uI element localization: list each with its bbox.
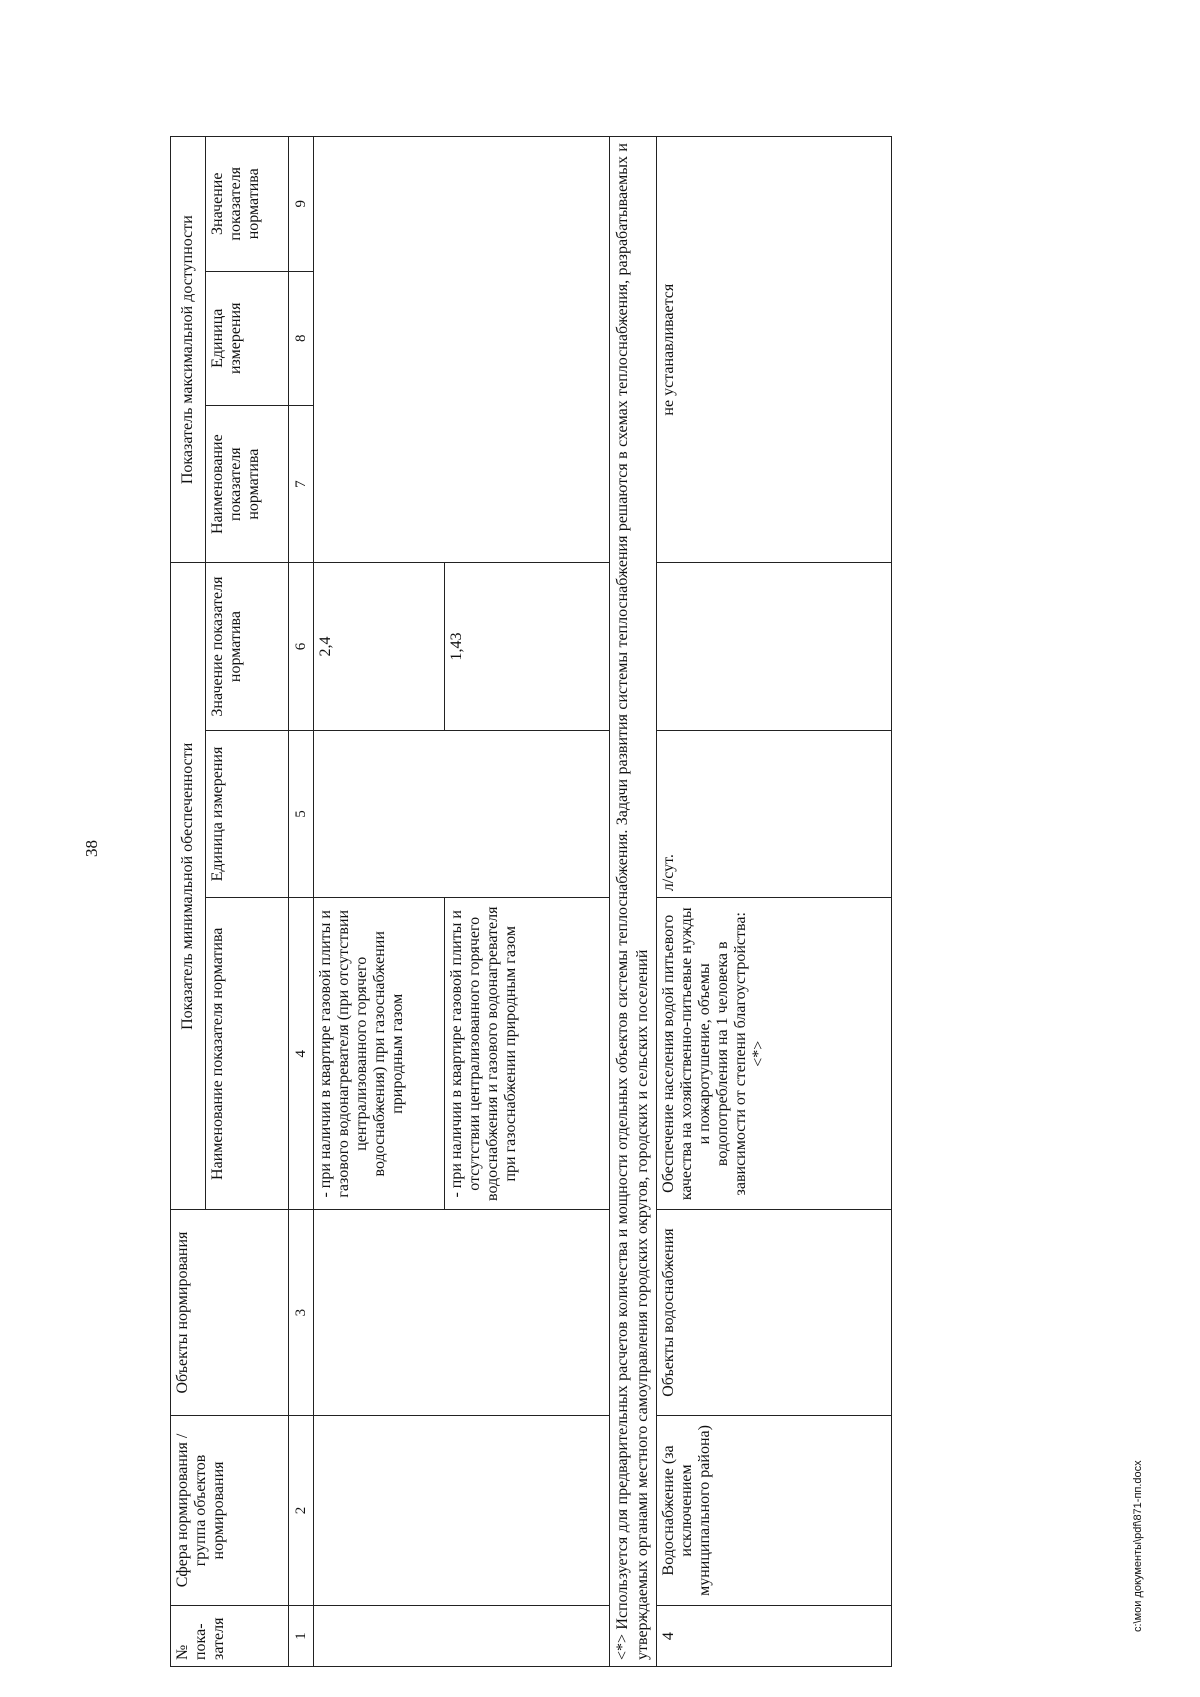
empty-cell: [657, 563, 892, 730]
col-number: 2: [289, 1415, 314, 1605]
header-value: Значение показателя норматива: [206, 563, 289, 730]
header-name: Наименование показателя норматива: [206, 898, 289, 1210]
col-number: 1: [289, 1606, 314, 1667]
column-number-row: [289, 137, 314, 1667]
water-num: 4: [657, 1606, 892, 1667]
empty-cell: [314, 1210, 610, 1416]
col-number: 7: [289, 406, 314, 563]
water-max-text: не устанавливается: [657, 137, 892, 563]
gas-stove-heater-value: 2,4: [314, 563, 445, 730]
gas-stove-heater-name: - при наличии в квартире газовой плиты и газового водонагревателя (при отсутствии централизованного горячего водоснабжения) при газоснабжении природным газом: [314, 898, 445, 1210]
col-number: 6: [289, 563, 314, 730]
table-row: [657, 137, 892, 1667]
header-objects: Объекты нормирования: [171, 1210, 289, 1416]
header-unit-max: Единица измерения: [206, 271, 289, 405]
header-min-group: Показатель минимальной обеспеченности: [171, 563, 206, 1210]
footnote-row: [610, 137, 657, 1667]
water-name: Обеспечение населения водой питьевого качества на хозяйственно-питьевые нужды и пожаротушение, объемы водопотребления на 1 человека в зависимости от степени благоустройства: <*>: [657, 898, 892, 1210]
col-number: 4: [289, 898, 314, 1210]
water-sphere: Водоснабжение (за исключением муниципального района): [657, 1415, 892, 1605]
header-num: № пока-зателя: [171, 1606, 289, 1667]
header-value-max: Значение показателя норматива: [206, 137, 289, 272]
water-objects: Объекты водоснабжения: [657, 1210, 892, 1416]
col-number: 5: [289, 730, 314, 897]
header-unit: Единица измерения: [206, 730, 289, 897]
table-row: [314, 137, 445, 1667]
empty-cell: [314, 1415, 610, 1605]
page-number: 38: [82, 840, 101, 857]
col-number: 8: [289, 271, 314, 405]
empty-cell: [314, 1606, 610, 1667]
header-sphere: Сфера нормирования / группа объектов нормирования: [171, 1415, 289, 1605]
empty-cell: [314, 137, 610, 563]
footnote-text: <*> Используется для предварительных расчетов количества и мощности отдельных объектов системы теплоснабжения. Задачи развития системы теплоснабжения решаются в схемах теплоснабжения, разрабатываемых и утверждаемых органами местного самоуправления городских округов, городских и сельских поселений: [610, 137, 657, 1667]
header-name-max: Наименование показателя норматива: [206, 406, 289, 563]
header-max-group: Показатель максимальной доступности: [171, 137, 206, 563]
footer-file-path: c:\мои документы\pdf\871-пп.docx: [1132, 1460, 1144, 1632]
gas-stove-no-heater-name: - при наличии в квартире газовой плиты и отсутствии централизованного горячего водоснабжения и газового водонагревателя при газоснабжении природным газом: [445, 898, 610, 1210]
header-row-1: [171, 137, 206, 1667]
normative-table: [170, 136, 892, 1667]
empty-cell: [314, 730, 610, 897]
col-number: 9: [289, 137, 314, 272]
gas-stove-no-heater-value: 1,43: [445, 563, 610, 730]
col-number: 3: [289, 1210, 314, 1416]
water-unit: л/сут.: [657, 730, 892, 897]
